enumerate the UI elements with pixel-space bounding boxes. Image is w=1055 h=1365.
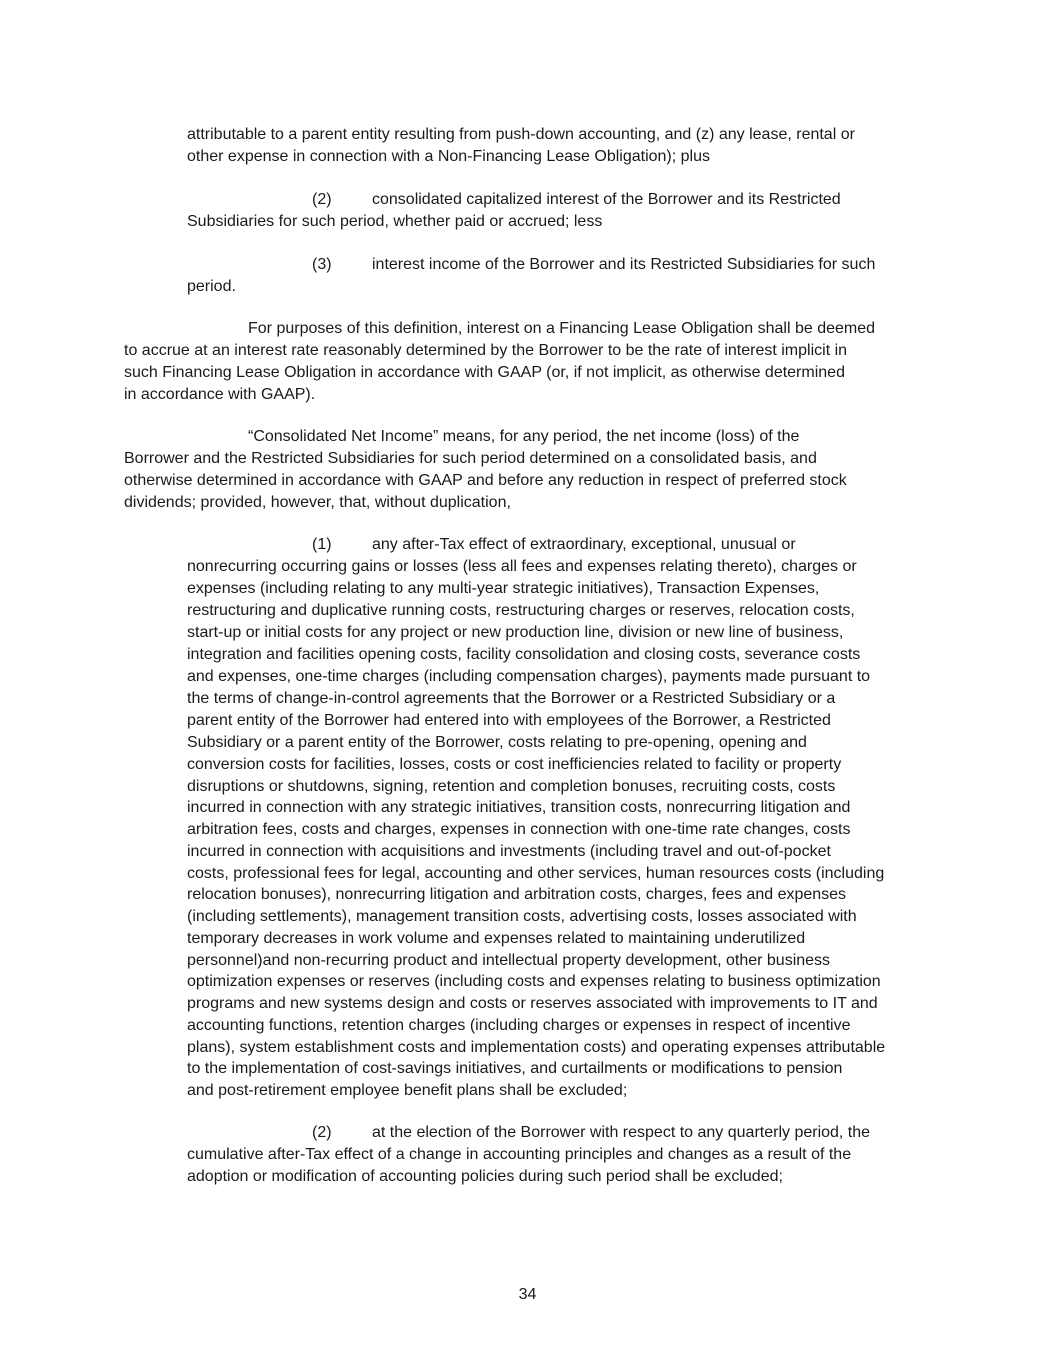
text-line: programs and new systems design and costs or reserves associated with improvements to IT and: [187, 995, 878, 1012]
clause-number: (2): [312, 191, 332, 208]
text-line: conversion costs for facilities, losses, costs or cost inefficiencies related to facility or property: [187, 756, 842, 773]
text-line: adoption or modification of accounting policies during such period shall be excluded;: [187, 1168, 783, 1185]
text-line: “Consolidated Net Income” means, for any period, the net income (loss) of the: [248, 428, 800, 445]
text-line: integration and facilities opening costs, facility consolidation and closing costs, severance costs: [187, 646, 861, 663]
text-line: incurred in connection with acquisitions and investments (including travel and out-of-pocket: [187, 843, 831, 860]
text-line: disruptions or shutdowns, signing, retention and completion bonuses, recruiting costs, costs: [187, 778, 836, 795]
page-number: 34: [518, 1286, 537, 1303]
text-line: and expenses, one-time charges (including compensation charges), payments made pursuant to: [187, 668, 871, 685]
text-line: optimization expenses or reserves (including costs and expenses relating to business optimization: [187, 973, 881, 990]
text-line: nonrecurring occurring gains or losses (less all fees and expenses relating thereto), charges or: [187, 558, 857, 575]
text-line: and post-retirement employee benefit plans shall be excluded;: [187, 1082, 628, 1099]
text-line: For purposes of this definition, interest on a Financing Lease Obligation shall be deemed: [248, 320, 876, 337]
text-line: start-up or initial costs for any project or new production line, division or new line of business,: [187, 624, 844, 641]
clause-number: (2): [312, 1124, 332, 1141]
text-line: costs, professional fees for legal, accounting and other services, human resources costs (including: [187, 865, 885, 882]
text-line: arbitration fees, costs and charges, expenses in connection with one-time rate changes, costs: [187, 821, 851, 838]
text-line: the terms of change-in-control agreements that the Borrower or a Restricted Subsidiary or a: [187, 690, 836, 707]
text-line: to the implementation of cost-savings initiatives, and curtailments or modifications to pension: [187, 1060, 843, 1077]
text-line: cumulative after-Tax effect of a change in accounting principles and changes as a result of the: [187, 1146, 852, 1163]
text-line: to accrue at an interest rate reasonably determined by the Borrower to be the rate of interest implicit in: [124, 342, 848, 359]
text-line: personnel)and non-recurring product and intellectual property development, other business: [187, 952, 831, 969]
text-line: other expense in connection with a Non-Financing Lease Obligation); plus: [187, 148, 710, 165]
text-line: plans), system establishment costs and implementation costs) and operating expenses attributable: [187, 1039, 886, 1056]
text-line: (including settlements), management transition costs, advertising costs, losses associated with: [187, 908, 857, 925]
text-line: period.: [187, 278, 236, 295]
text-line: at the election of the Borrower with respect to any quarterly period, the: [372, 1124, 871, 1141]
clause-number: (3): [312, 256, 332, 273]
text-line: accounting functions, retention charges (including charges or expenses in respect of incentive: [187, 1017, 851, 1034]
text-line: Borrower and the Restricted Subsidiaries for such period determined on a consolidated basis, and: [124, 450, 817, 467]
text-line: parent entity of the Borrower had entered into with employees of the Borrower, a Restricted: [187, 712, 831, 729]
text-line: relocation bonuses), nonrecurring litigation and arbitration costs, charges, fees and expenses: [187, 886, 847, 903]
text-line: interest income of the Borrower and its Restricted Subsidiaries for such: [372, 256, 876, 273]
text-line: Subsidiary or a parent entity of the Borrower, costs relating to pre-opening, opening and: [187, 734, 807, 751]
text-line: attributable to a parent entity resulting from push-down accounting, and (z) any lease, rental or: [187, 126, 855, 143]
text-line: expenses (including relating to any multi-year strategic initiatives), Transaction Expenses,: [187, 580, 820, 597]
text-line: restructuring and duplicative running costs, restructuring charges or reserves, relocation costs,: [187, 602, 855, 619]
clause-number: (1): [312, 536, 332, 553]
text-line: in accordance with GAAP).: [124, 386, 316, 403]
text-line: such Financing Lease Obligation in accordance with GAAP (or, if not implicit, as otherwise determined: [124, 364, 845, 381]
text-line: dividends; provided, however, that, without duplication,: [124, 494, 511, 511]
text-line: Subsidiaries for such period, whether paid or accrued; less: [187, 213, 603, 230]
text-line: consolidated capitalized interest of the Borrower and its Restricted: [372, 191, 841, 208]
text-line: any after-Tax effect of extraordinary, exceptional, unusual or: [372, 536, 796, 553]
text-line: otherwise determined in accordance with GAAP and before any reduction in respect of preferred stock: [124, 472, 847, 489]
text-line: temporary decreases in work volume and expenses related to maintaining underutilized: [187, 930, 806, 947]
text-line: incurred in connection with any strategic initiatives, transition costs, nonrecurring litigation and: [187, 799, 851, 816]
